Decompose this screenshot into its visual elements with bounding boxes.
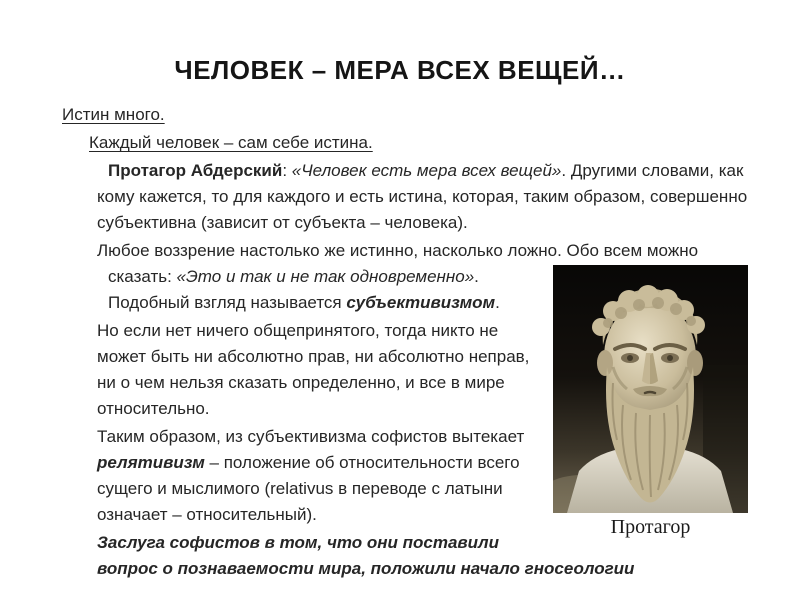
philosopher-name: Протагор Абдерский <box>108 161 283 180</box>
paragraph-sophists-merit: Заслуга софистов в том, что они поставили вопрос о познаваемости мира, положили начало гносеологии <box>97 533 635 578</box>
protagoras-figure <box>553 265 748 539</box>
quote-so-and-not-so: «Это и так и не так одновременно» <box>176 267 475 286</box>
term-subjectivism: субъективизмом <box>346 293 496 312</box>
quote-man-is-measure: «Человек есть мера всех вещей» <box>291 161 562 180</box>
photo-caption: Протагор <box>610 516 691 538</box>
paragraph-protagoras-quote <box>97 158 748 236</box>
paragraph-truths-many: Истин много. <box>62 105 165 124</box>
colon-separator: : <box>282 161 292 180</box>
paragraph-subjectivism-mid: . Подобный взгляд называется <box>108 267 479 312</box>
paragraph-subjectivism-tail: . <box>495 293 500 312</box>
paragraph-relativism-lead: Таким образом, из субъективизма софистов вытекает <box>97 427 525 446</box>
paragraph-subjectivism-lead: Любое воззрение настолько же истинно, насколько ложно. Обо всем можно сказать: <box>97 241 699 286</box>
bust-of-protagoras-photo <box>553 265 748 513</box>
paragraph-each-man-truth: Каждый человек – сам себе истина. <box>89 133 373 152</box>
term-relativism: релятивизм <box>97 453 205 472</box>
paragraph-protagoras-rest: . Другими словами, как кому кажется, то для каждого и есть истина, которая, таким образом, совершенно субъективна (зависит от субъекта – человека). <box>97 161 748 232</box>
paragraph-nothing-absolute: Но если нет ничего общепринятого, тогда никто не может быть ни абсолютно прав, ни абсолютно неправ, ни о чем нельзя сказать определенно, и все в мире относительно. <box>97 321 530 418</box>
slide-title: ЧЕЛОВЕК – МЕРА ВСЕХ ВЕЩЕЙ… <box>174 55 626 85</box>
paragraph-relativism-tail: – положение об относительности всего сущего и мыслимого (relativus в переводе с латыни означает – относительный). <box>97 453 520 524</box>
